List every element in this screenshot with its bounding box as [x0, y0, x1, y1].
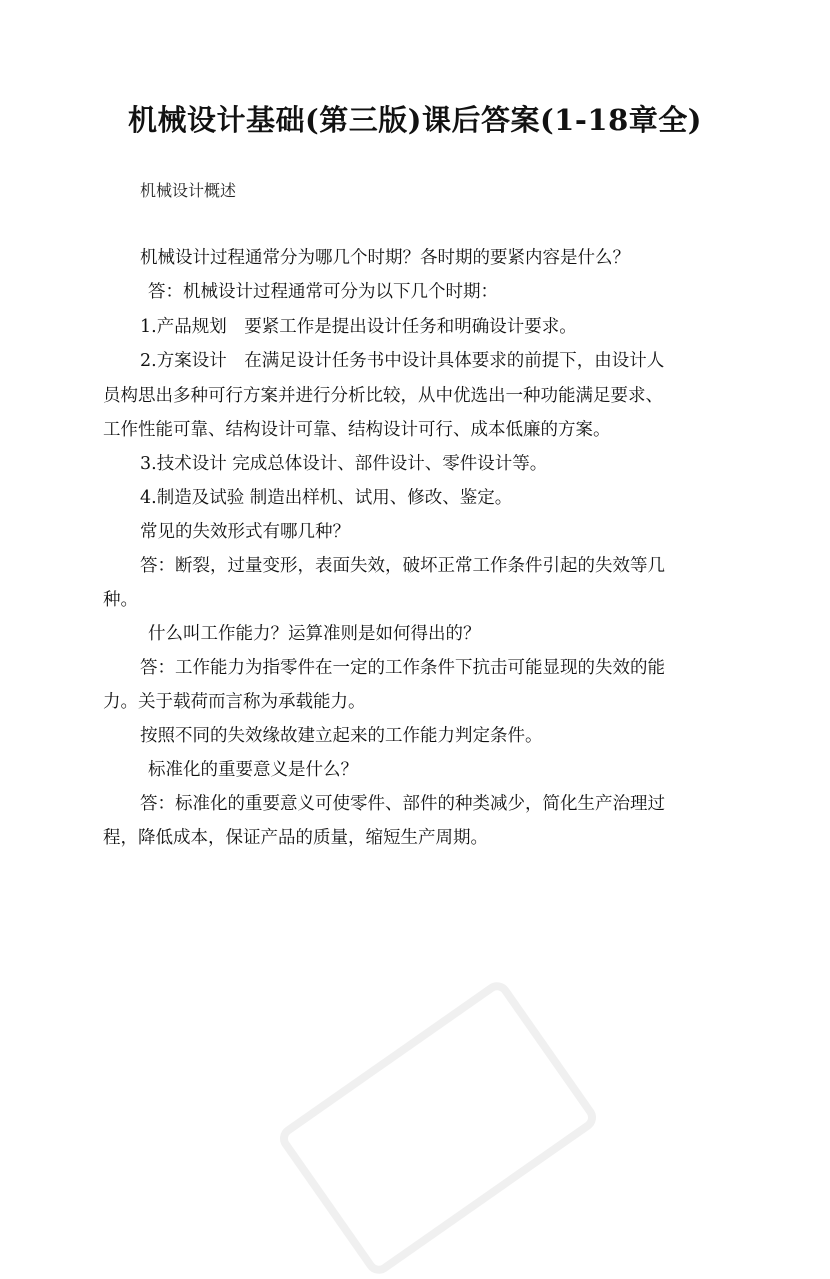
answer-line: 答：标准化的重要意义可使零件、部件的种类减少，简化生产治理过 [140, 794, 665, 814]
document-title: 机械设计基础(第三版)课后答案(1-18章全) [128, 103, 702, 137]
paragraph-line: 程，降低成本，保证产品的质量，缩短生产周期。 [103, 828, 488, 848]
paragraph-line: 力。关于载荷而言称为承载能力。 [103, 692, 366, 712]
list-item: 2.方案设计 在满足设计任务书中设计具体要求的前提下，由设计人 [140, 351, 665, 371]
question-line: 标准化的重要意义是什么？ [148, 760, 358, 780]
list-item: 3.技术设计 完成总体设计、部件设计、零件设计等。 [140, 454, 548, 474]
answer-line: 答：工作能力为指零件在一定的工作条件下抗击可能显现的失效的能 [140, 658, 665, 678]
answer-line: 答：断裂，过量变形，表面失效，破坏正常工作条件引起的失效等几 [140, 556, 665, 576]
question-line: 什么叫工作能力？运算准则是如何得出的？ [148, 624, 481, 644]
list-item: 1.产品规划 要紧工作是提出设计任务和明确设计要求。 [140, 317, 577, 337]
answer-line: 答：机械设计过程通常可分为以下几个时期： [148, 282, 498, 302]
section-heading: 机械设计概述 [140, 181, 237, 200]
list-item: 4.制造及试验 制造出样机、试用、修改、鉴定。 [140, 488, 513, 508]
question-line: 机械设计过程通常分为哪几个时期？各时期的要紧内容是什么？ [140, 248, 630, 268]
question-line: 常见的失效形式有哪几种？ [140, 522, 350, 542]
paragraph-line: 按照不同的失效缘故建立起来的工作能力判定条件。 [140, 726, 543, 746]
paragraph-line: 员构思出多种可行方案并进行分析比较，从中优选出一种功能满足要求、 [103, 386, 663, 406]
paragraph-line: 种。 [103, 590, 138, 610]
paragraph-line: 工作性能可靠、结构设计可靠、结构设计可行、成本低廉的方案。 [103, 420, 611, 440]
watermark-logo [274, 977, 601, 1279]
